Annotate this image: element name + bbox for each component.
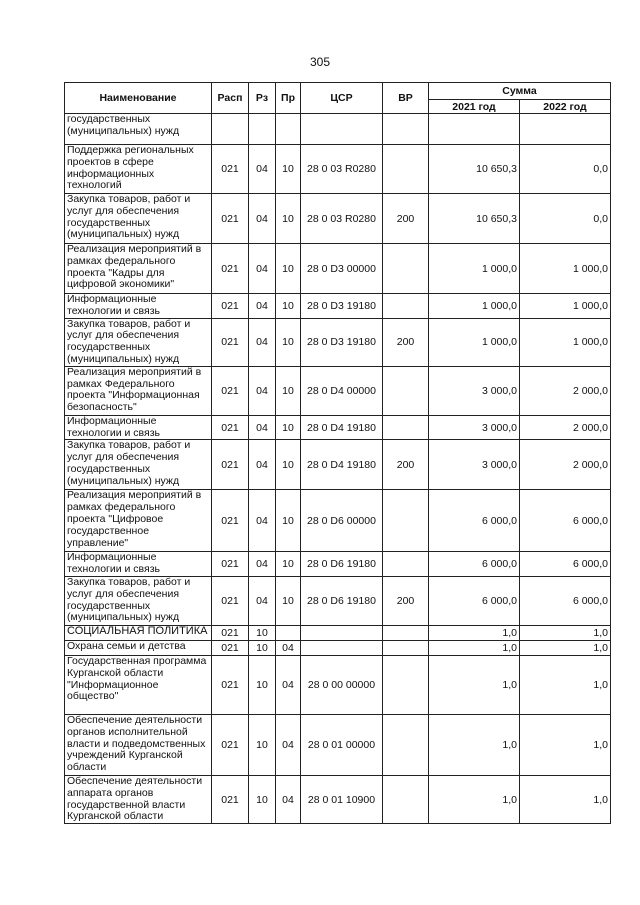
- cell-pr: 10: [276, 294, 301, 319]
- cell-vr: 200: [383, 318, 429, 366]
- table-row: [65, 625, 611, 640]
- cell-rasp: 021: [212, 194, 249, 244]
- cell-name: Реализация мероприятий в рамках федерального проекта "Цифровое государственное управление": [65, 490, 212, 552]
- table-row: [65, 655, 611, 714]
- cell-name: Закупка товаров, работ и услуг для обеспечения государственных (муниципальных) нужд: [65, 194, 212, 244]
- cell-y2021: 1,0: [429, 625, 520, 640]
- header-rz: Рз: [249, 83, 276, 114]
- cell-name: Информационные технологии и связь: [65, 415, 212, 440]
- cell-vr: [383, 366, 429, 415]
- cell-vr: [383, 145, 429, 194]
- cell-rasp: 021: [212, 490, 249, 552]
- cell-rz: 04: [249, 440, 276, 490]
- cell-rasp: 021: [212, 775, 249, 823]
- cell-y2021: 10 650,3: [429, 194, 520, 244]
- cell-vr: 200: [383, 440, 429, 490]
- cell-y2022: 2 000,0: [520, 440, 611, 490]
- table-row: [65, 366, 611, 415]
- cell-y2021: 1 000,0: [429, 318, 520, 366]
- cell-y2022: 2 000,0: [520, 415, 611, 440]
- cell-pr: 04: [276, 655, 301, 714]
- cell-y2022: 1 000,0: [520, 318, 611, 366]
- budget-table: [64, 82, 611, 824]
- header-year-2021: 2021 год: [429, 100, 520, 114]
- cell-rz: 10: [249, 640, 276, 655]
- cell-vr: 200: [383, 576, 429, 625]
- cell-pr: [276, 114, 301, 145]
- cell-rz: 04: [249, 294, 276, 319]
- cell-pr: 10: [276, 415, 301, 440]
- cell-name: Информационные технологии и связь: [65, 552, 212, 577]
- header-csr: ЦСР: [301, 83, 383, 114]
- cell-vr: 200: [383, 194, 429, 244]
- cell-csr: 28 0 01 00000: [301, 714, 383, 775]
- cell-y2022: 2 000,0: [520, 366, 611, 415]
- cell-rasp: 021: [212, 294, 249, 319]
- cell-vr: [383, 714, 429, 775]
- cell-csr: 28 0 D6 19180: [301, 552, 383, 577]
- cell-csr: 28 0 D6 19180: [301, 576, 383, 625]
- cell-rz: 04: [249, 145, 276, 194]
- cell-pr: 10: [276, 366, 301, 415]
- cell-y2021: 6 000,0: [429, 576, 520, 625]
- cell-rasp: 021: [212, 640, 249, 655]
- cell-rz: 04: [249, 415, 276, 440]
- cell-y2022: 1,0: [520, 775, 611, 823]
- cell-rz: 04: [249, 490, 276, 552]
- cell-y2022: [520, 114, 611, 145]
- cell-vr: [383, 294, 429, 319]
- table-row: [65, 552, 611, 577]
- cell-y2022: 1 000,0: [520, 294, 611, 319]
- cell-pr: 10: [276, 145, 301, 194]
- cell-rasp: [212, 114, 249, 145]
- cell-y2021: [429, 114, 520, 145]
- page-number: 305: [309, 55, 331, 69]
- cell-csr: 28 0 D3 19180: [301, 318, 383, 366]
- cell-y2022: 6 000,0: [520, 490, 611, 552]
- cell-csr: 28 0 03 R0280: [301, 194, 383, 244]
- cell-y2022: 6 000,0: [520, 576, 611, 625]
- cell-name: Государственная программа Курганской области "Информационное общество": [65, 655, 212, 714]
- table-row: [65, 318, 611, 366]
- cell-y2022: 0,0: [520, 145, 611, 194]
- cell-y2021: 6 000,0: [429, 552, 520, 577]
- cell-rz: 04: [249, 366, 276, 415]
- cell-pr: 10: [276, 244, 301, 294]
- cell-csr: 28 0 D6 00000: [301, 490, 383, 552]
- table-row: [65, 714, 611, 775]
- cell-y2022: 1,0: [520, 625, 611, 640]
- cell-y2021: 1,0: [429, 714, 520, 775]
- cell-rasp: 021: [212, 655, 249, 714]
- table-row: [65, 145, 611, 194]
- cell-rasp: 021: [212, 145, 249, 194]
- cell-vr: [383, 114, 429, 145]
- cell-pr: [276, 625, 301, 640]
- cell-vr: [383, 625, 429, 640]
- cell-name: государственных (муниципальных) нужд: [65, 114, 212, 145]
- table-body: [65, 114, 611, 824]
- cell-rasp: 021: [212, 714, 249, 775]
- cell-y2022: 6 000,0: [520, 552, 611, 577]
- cell-rz: 04: [249, 576, 276, 625]
- table-row: [65, 114, 611, 145]
- cell-vr: [383, 640, 429, 655]
- cell-rasp: 021: [212, 576, 249, 625]
- table-row: [65, 440, 611, 490]
- cell-csr: 28 0 01 10900: [301, 775, 383, 823]
- cell-y2021: 3 000,0: [429, 415, 520, 440]
- cell-pr: 10: [276, 490, 301, 552]
- cell-rz: [249, 114, 276, 145]
- cell-name: Реализация мероприятий в рамках Федерального проекта "Информационная безопасность": [65, 366, 212, 415]
- cell-rz: 04: [249, 318, 276, 366]
- cell-y2021: 1 000,0: [429, 294, 520, 319]
- cell-y2022: 1,0: [520, 714, 611, 775]
- cell-rz: 04: [249, 244, 276, 294]
- cell-name: Закупка товаров, работ и услуг для обеспечения государственных (муниципальных) нужд: [65, 318, 212, 366]
- cell-csr: 28 0 D4 19180: [301, 415, 383, 440]
- header-year-2022: 2022 год: [520, 100, 611, 114]
- table-row: [65, 294, 611, 319]
- cell-vr: [383, 655, 429, 714]
- cell-name: Обеспечение деятельности аппарата органов государственной власти Курганской области: [65, 775, 212, 823]
- cell-pr: 10: [276, 552, 301, 577]
- cell-pr: 10: [276, 576, 301, 625]
- cell-rasp: 021: [212, 318, 249, 366]
- cell-csr: [301, 625, 383, 640]
- cell-csr: 28 0 00 00000: [301, 655, 383, 714]
- cell-y2021: 1,0: [429, 640, 520, 655]
- cell-name: Закупка товаров, работ и услуг для обеспечения государственных (муниципальных) нужд: [65, 576, 212, 625]
- cell-name: Реализация мероприятий в рамках федерального проекта "Кадры для цифровой экономики": [65, 244, 212, 294]
- cell-y2022: 1,0: [520, 655, 611, 714]
- header-vr: ВР: [383, 83, 429, 114]
- cell-rasp: 021: [212, 366, 249, 415]
- cell-rz: 10: [249, 655, 276, 714]
- cell-pr: 04: [276, 714, 301, 775]
- cell-y2021: 1,0: [429, 775, 520, 823]
- cell-csr: 28 0 D4 19180: [301, 440, 383, 490]
- cell-y2022: 1,0: [520, 640, 611, 655]
- table-row: [65, 415, 611, 440]
- cell-vr: [383, 415, 429, 440]
- cell-y2021: 1 000,0: [429, 244, 520, 294]
- cell-name: СОЦИАЛЬНАЯ ПОЛИТИКА: [65, 625, 212, 640]
- table-row: [65, 194, 611, 244]
- cell-csr: 28 0 03 R0280: [301, 145, 383, 194]
- cell-pr: 10: [276, 194, 301, 244]
- cell-pr: 10: [276, 318, 301, 366]
- cell-y2021: 6 000,0: [429, 490, 520, 552]
- header-sum: Сумма: [429, 83, 611, 100]
- cell-pr: 10: [276, 440, 301, 490]
- cell-rz: 04: [249, 552, 276, 577]
- cell-pr: 04: [276, 640, 301, 655]
- cell-vr: [383, 244, 429, 294]
- cell-vr: [383, 552, 429, 577]
- cell-vr: [383, 490, 429, 552]
- header-rasp: Расп: [212, 83, 249, 114]
- cell-y2021: 10 650,3: [429, 145, 520, 194]
- cell-csr: [301, 640, 383, 655]
- cell-rasp: 021: [212, 625, 249, 640]
- table-row: [65, 640, 611, 655]
- cell-csr: 28 0 D3 00000: [301, 244, 383, 294]
- cell-name: Информационные технологии и связь: [65, 294, 212, 319]
- cell-csr: 28 0 D3 19180: [301, 294, 383, 319]
- cell-rz: 10: [249, 775, 276, 823]
- cell-vr: [383, 775, 429, 823]
- cell-pr: 04: [276, 775, 301, 823]
- table-row: [65, 490, 611, 552]
- cell-name: Обеспечение деятельности органов исполнительной власти и подведомственных учреждений Курганской области: [65, 714, 212, 775]
- cell-name: Охрана семьи и детства: [65, 640, 212, 655]
- cell-csr: 28 0 D4 00000: [301, 366, 383, 415]
- cell-name: Закупка товаров, работ и услуг для обеспечения государственных (муниципальных) нужд: [65, 440, 212, 490]
- cell-rasp: 021: [212, 244, 249, 294]
- cell-rasp: 021: [212, 415, 249, 440]
- cell-y2022: 0,0: [520, 194, 611, 244]
- cell-y2021: 3 000,0: [429, 366, 520, 415]
- cell-y2021: 3 000,0: [429, 440, 520, 490]
- cell-y2022: 1 000,0: [520, 244, 611, 294]
- cell-rz: 10: [249, 714, 276, 775]
- table-row: [65, 244, 611, 294]
- cell-rz: 04: [249, 194, 276, 244]
- header-row: [65, 83, 611, 100]
- cell-y2021: 1,0: [429, 655, 520, 714]
- cell-csr: [301, 114, 383, 145]
- table-row: [65, 576, 611, 625]
- cell-name: Поддержка региональных проектов в сфере информационных технологий: [65, 145, 212, 194]
- cell-rasp: 021: [212, 440, 249, 490]
- header-name: Наименование: [65, 83, 212, 114]
- cell-rz: 10: [249, 625, 276, 640]
- cell-rasp: 021: [212, 552, 249, 577]
- header-pr: Пр: [276, 83, 301, 114]
- table-row: [65, 775, 611, 823]
